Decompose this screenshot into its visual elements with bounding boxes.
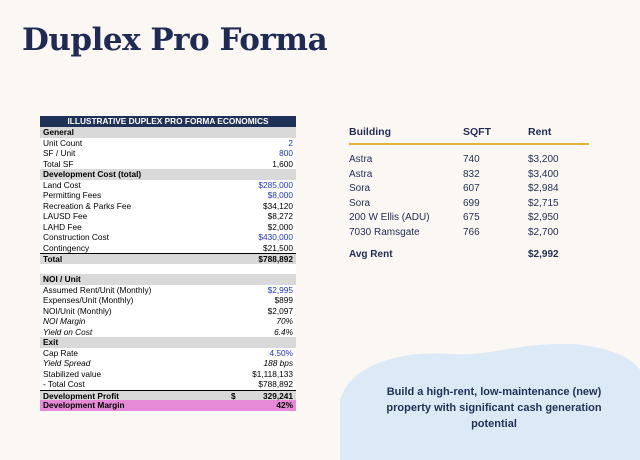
row-label: Assumed Rent/Unit (Monthly): [43, 284, 152, 295]
row-label: Yield Spread: [43, 358, 91, 368]
rent-table-row: [349, 226, 589, 241]
sheet-row: [40, 369, 296, 380]
row-value: $34,120: [263, 200, 293, 211]
section-development-cost: Development Cost (total): [40, 169, 296, 180]
rent-table-cell: 766: [463, 226, 480, 238]
row-value: $788,892: [258, 379, 293, 389]
rent-table-cell: $3,200: [528, 154, 559, 165]
row-label: Permitting Fees: [43, 190, 102, 200]
row-label: Contingency: [43, 242, 90, 253]
section-general: General: [40, 127, 296, 138]
section-exit: Exit: [40, 337, 296, 348]
row-label: NOI Margin: [43, 316, 86, 326]
row-label: Cap Rate: [43, 347, 79, 358]
row-value: $2,097: [267, 305, 293, 316]
row-value: 800: [279, 148, 293, 158]
rent-table-cell: $3,400: [528, 168, 559, 180]
sheet-header: ILLUSTRATIVE DUPLEX PRO FORMA ECONOMICS: [40, 116, 296, 127]
rent-table-row: [349, 153, 589, 168]
rent-table-cell: $2,700: [528, 226, 559, 238]
sheet-row: [40, 379, 296, 390]
row-value: 4.50%: [269, 347, 293, 358]
rent-table-cell: $2,984: [528, 183, 559, 194]
row-value: $2,995: [267, 284, 293, 295]
avg-rent-row: Avg Rent $2,992: [349, 249, 559, 260]
sheet-row: [40, 201, 296, 212]
rent-table-cell: 675: [463, 212, 480, 223]
rent-table-cell: 607: [463, 183, 480, 194]
row-label: Stabilized value: [43, 368, 102, 379]
rent-comps-table: [349, 126, 589, 260]
sheet-row: [40, 285, 296, 296]
row-label: LAHD Fee: [43, 221, 82, 232]
row-value: 6.4%: [274, 326, 293, 337]
sheet-row: [40, 138, 296, 149]
sheet-row: [40, 180, 296, 191]
row-value: $21,500: [263, 242, 293, 253]
rent-table-cell: 699: [463, 197, 480, 209]
rent-table-header: Building SQFT Rent: [349, 126, 552, 138]
row-value: $8,000: [267, 190, 293, 200]
sheet-row: [40, 190, 296, 201]
rent-table-cell: 832: [463, 168, 480, 180]
rent-table-cell: $2,950: [528, 212, 559, 223]
sheet-row: [40, 232, 296, 243]
sheet-row: [40, 348, 296, 359]
development-margin-row: Development Margin 42%: [40, 400, 296, 411]
sheet-row: [40, 316, 296, 327]
sheet-row: [40, 211, 296, 222]
row-value: $285,000: [258, 179, 293, 190]
row-value: $8,272: [267, 211, 293, 221]
row-label: Unit Count: [43, 137, 83, 148]
rent-table-row: [349, 182, 589, 197]
rent-table-cell: 7030 Ramsgate: [349, 226, 420, 238]
row-value: $1,118,133: [252, 368, 293, 379]
row-value: 2: [288, 137, 293, 148]
sheet-row: [40, 243, 296, 254]
row-value: 70%: [276, 316, 293, 326]
sheet-row: [40, 148, 296, 159]
row-label: Expenses/Unit (Monthly): [43, 295, 134, 305]
development-profit-row: Development Profit $ 329,241: [40, 390, 296, 401]
sheet-row: [40, 222, 296, 233]
sheet-row: [40, 295, 296, 306]
row-label: - Total Cost: [43, 379, 85, 389]
row-label: SF / Unit: [43, 148, 76, 158]
total-row: Total $788,892: [40, 253, 296, 264]
row-value: 1,600: [272, 158, 293, 169]
rent-table-cell: 200 W Ellis (ADU): [349, 212, 430, 223]
row-value: 188 bps: [263, 358, 293, 368]
rent-table-row: [349, 211, 589, 226]
rent-table-cell: $2,715: [528, 197, 559, 209]
row-label: Recreation & Parks Fee: [43, 200, 132, 211]
rent-table-cell: 740: [463, 154, 480, 165]
page-title: Duplex Pro Forma: [22, 22, 328, 58]
section-noi: NOI / Unit: [40, 274, 296, 285]
row-label: Construction Cost: [43, 232, 109, 242]
sheet-row: [40, 159, 296, 170]
rent-table-row: [349, 197, 589, 212]
header-underline: [349, 143, 589, 145]
rent-table-cell: Sora: [349, 183, 371, 194]
row-value: $430,000: [258, 232, 293, 242]
row-value: $2,000: [267, 221, 293, 232]
rent-table-cell: Sora: [349, 197, 371, 209]
row-label: Total SF: [43, 158, 74, 169]
sheet-row: [40, 358, 296, 369]
rent-table-row: [349, 168, 589, 183]
sheet-row: [40, 306, 296, 317]
row-label: LAUSD Fee: [43, 211, 88, 221]
callout-text: Build a high-rent, low-maintenance (new) property with significant cash generation potential: [386, 386, 602, 430]
pro-forma-sheet: [40, 116, 296, 411]
row-value: $899: [274, 295, 293, 305]
spacer-row: [40, 264, 296, 275]
row-label: Land Cost: [43, 179, 81, 190]
row-label: NOI/Unit (Monthly): [43, 305, 112, 316]
rent-table-cell: Astra: [349, 168, 373, 180]
row-label: Yield on Cost: [43, 326, 93, 337]
rent-table-cell: Astra: [349, 154, 373, 165]
sheet-row: [40, 327, 296, 338]
